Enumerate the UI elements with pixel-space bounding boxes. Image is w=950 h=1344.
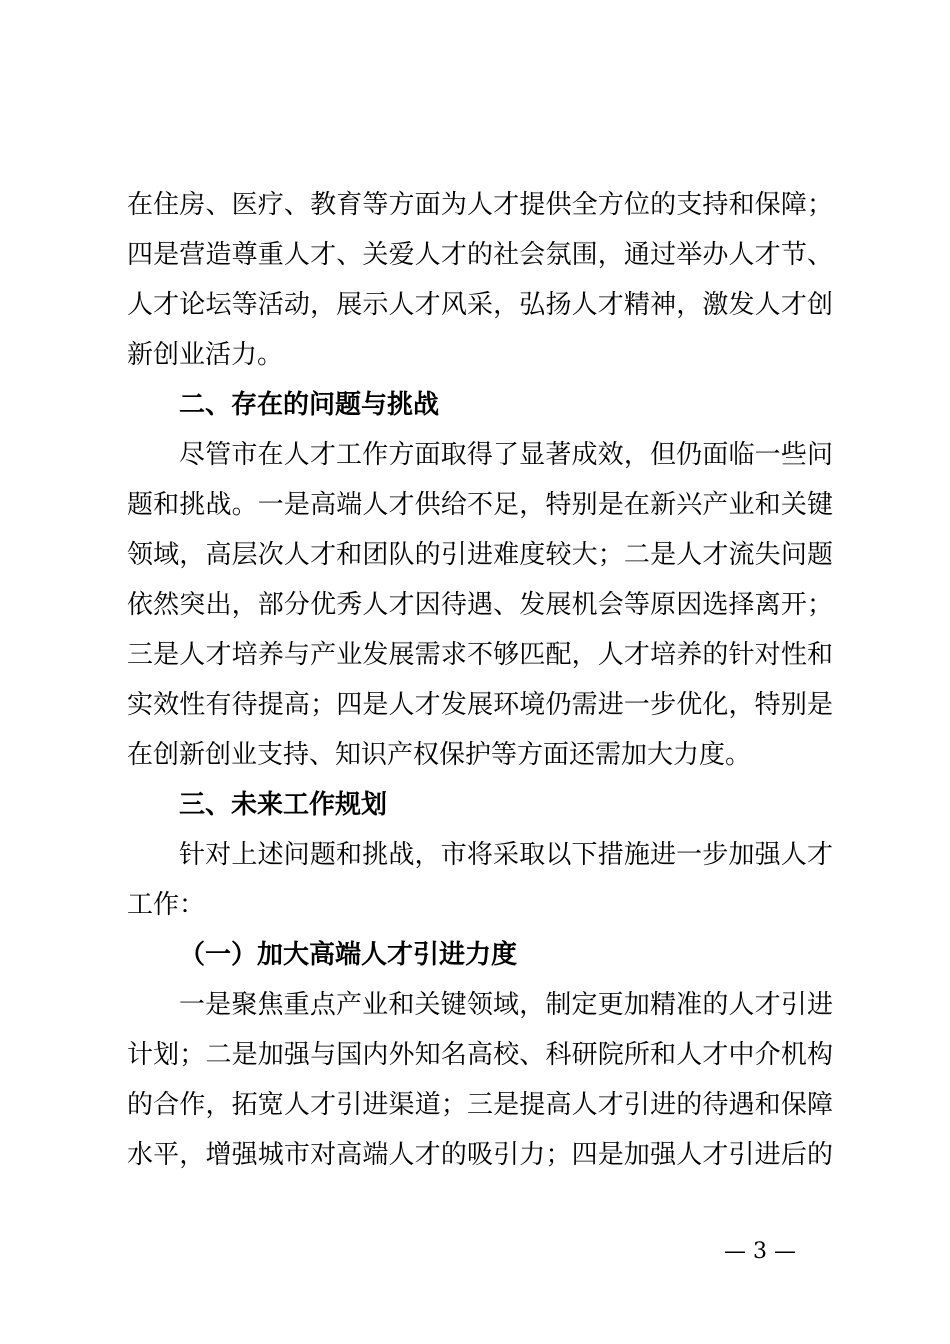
paragraph-line: 四是营造尊重人才、关爱人才的社会氛围，通过举办人才节、 <box>127 240 833 270</box>
section-heading: 二、存在的问题与挑战 <box>179 390 440 420</box>
paragraph-line: 实效性有待提高；四是人才发展环境仍需进一步优化，特别是 <box>127 690 833 720</box>
paragraph-line: 领域，高层次人才和团队的引进难度较大；二是人才流失问题 <box>127 540 833 570</box>
paragraph-line: 在住房、医疗、教育等方面为人才提供全方位的支持和保障； <box>127 190 833 220</box>
paragraph-line: 计划；二是加强与国内外知名高校、科研院所和人才中介机构 <box>127 1040 833 1070</box>
paragraph-line: 尽管市在人才工作方面取得了显著成效，但仍面临一些问 <box>179 440 833 470</box>
paragraph-line: 题和挑战。一是高端人才供给不足，特别是在新兴产业和关键 <box>127 490 833 520</box>
paragraph-line: 针对上述问题和挑战，市将采取以下措施进一步加强人才 <box>179 840 833 870</box>
paragraph-line: 工作： <box>127 890 206 920</box>
paragraph-line: 三是人才培养与产业发展需求不够匹配，人才培养的针对性和 <box>127 640 833 670</box>
paragraph-line: 一是聚焦重点产业和关键领域，制定更加精准的人才引进 <box>179 990 833 1020</box>
paragraph-line: 的合作，拓宽人才引进渠道；三是提高人才引进的待遇和保障 <box>127 1090 833 1120</box>
section-heading: 三、未来工作规划 <box>179 790 388 820</box>
paragraph-line: 人才论坛等活动，展示人才风采，弘扬人才精神，激发人才创 <box>127 290 833 320</box>
page-number: — 3 — <box>724 1239 796 1264</box>
subsection-heading: （一）加大高端人才引进力度 <box>179 940 518 970</box>
paragraph-line: 在创新创业支持、知识产权保护等方面还需加大力度。 <box>127 740 752 770</box>
paragraph-line: 水平，增强城市对高端人才的吸引力；四是加强人才引进后的 <box>127 1140 833 1170</box>
paragraph-line: 新创业活力。 <box>127 340 284 370</box>
paragraph-line: 依然突出，部分优秀人才因待遇、发展机会等原因选择离开； <box>127 590 833 620</box>
